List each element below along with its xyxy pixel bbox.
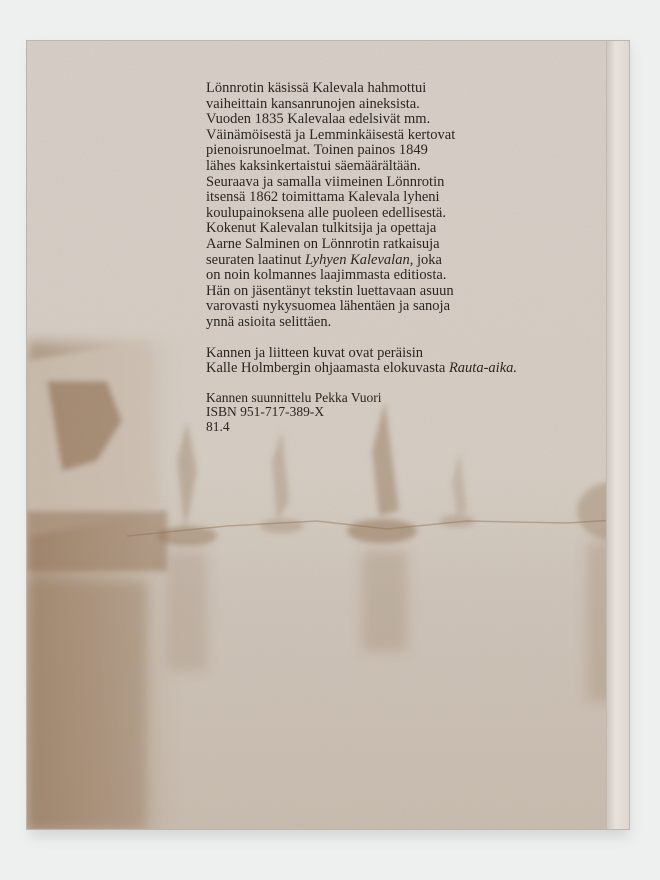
blurb-line: Lönnrotin käsissä Kalevala hahmottui: [206, 80, 427, 96]
blurb-line: Seuraava ja samalla viimeinen Lönnrotin: [206, 173, 445, 190]
film-title-italic: Rauta-aika.: [448, 360, 518, 377]
blurb-text: joka: [413, 251, 442, 268]
blurb-line: Kokenut Kalevalan tulkitsija ja opettaja: [206, 220, 437, 237]
blurb-line: Vuoden 1835 Kalevalaa edelsivät mm.: [206, 111, 431, 128]
blurb-line: ynnä asioita selittäen.: [206, 313, 332, 330]
blurb-line: koulupainoksena alle puoleen edellisestä.: [206, 204, 446, 221]
blurb-line: pienoisrunoelmat. Toinen painos 1849: [206, 142, 428, 159]
blurb-line: Aarne Salminen on Lönnrotin ratkaisuja: [206, 235, 440, 252]
classification-code: 81.4: [206, 418, 230, 434]
blurb-line: lähes kaksinkertaistui säemäärältään.: [206, 157, 421, 174]
cover-designer: Kannen suunnittelu Pekka Vuori: [206, 389, 382, 405]
back-cover-text: [206, 81, 586, 434]
publication-meta: [206, 391, 586, 435]
blurb-line: vaiheittain kansanrunojen aineksista.: [206, 95, 420, 112]
image-credits: [206, 346, 586, 377]
blurb-line: [206, 253, 586, 269]
blurb-line: itsensä 1862 toimittama Kalevala lyheni: [206, 189, 440, 206]
credits-line: [206, 361, 586, 377]
isbn: ISBN 951-717-389-X: [206, 404, 325, 420]
blurb-line: varovasti nykysuomea lähentäen ja sanoja: [206, 298, 451, 315]
credits-line: Kannen ja liitteen kuvat ovat peräisin: [206, 344, 424, 361]
book-title-italic: Lyhyen Kalevalan,: [305, 251, 414, 268]
blurb-line: Hän on jäsentänyt tekstin luettavaan asuun: [206, 282, 454, 299]
blurb: [206, 81, 586, 331]
book-back-cover: [26, 40, 630, 830]
blurb-text: seuraten laatinut: [206, 251, 306, 268]
blurb-line: Väinämöisestä ja Lemminkäisestä kertovat: [206, 126, 456, 143]
blurb-line: on noin kolmannes laajimmasta editiosta.: [206, 267, 447, 284]
book-spine: [606, 41, 629, 829]
credits-text: Kalle Holmbergin ohjaamasta elokuvasta: [206, 360, 449, 377]
